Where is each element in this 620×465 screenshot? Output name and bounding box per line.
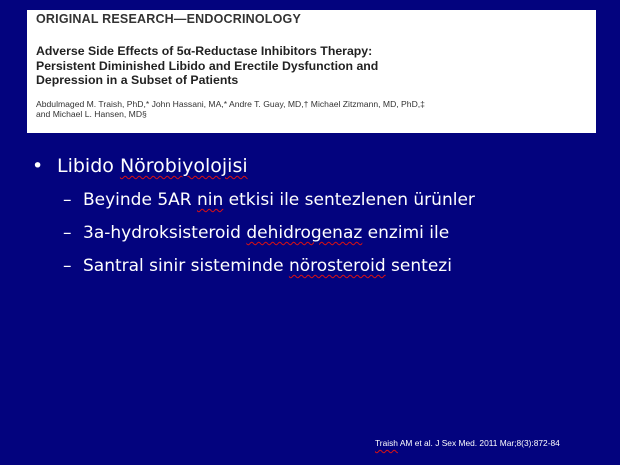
sub-bullet-text-before: Santral sinir sisteminde	[83, 256, 289, 276]
citation-flagged-word: Traish	[375, 438, 398, 448]
citation	[375, 438, 560, 448]
bullet-main-flagged-word: Nörobiyolojisi	[119, 155, 248, 177]
sub-bullet-flagged-word: dehidrogenaz	[246, 223, 363, 243]
bullet-main-prefix: Libido	[57, 155, 120, 177]
bullet-main-text	[57, 153, 248, 179]
sub-bullet-text	[83, 255, 452, 278]
bullet-list	[32, 153, 475, 288]
paper-authors	[36, 99, 588, 120]
sub-bullet-text	[83, 189, 475, 212]
dash-icon: –	[63, 256, 72, 276]
paper-title	[36, 44, 588, 88]
sub-bullet-text	[83, 222, 449, 245]
sub-bullet-item	[63, 255, 475, 278]
paper-title-line: Adverse Side Effects of 5α-Reductase Inhibitors Therapy:	[36, 44, 373, 58]
paper-title-line: Persistent Diminished Libido and Erectile Dysfunction and	[36, 58, 379, 73]
dash-icon: –	[63, 223, 72, 243]
citation-text: AM et al. J Sex Med. 2011 Mar;8(3):872-84	[397, 438, 560, 448]
bullet-main	[32, 153, 475, 179]
sub-bullet-text-after: sentezi	[385, 256, 452, 276]
sub-bullet-text-after: enzimi ile	[362, 223, 450, 243]
sub-bullet-text-before: Beyinde 5AR	[83, 190, 197, 210]
sub-bullet-list	[63, 189, 475, 278]
dash-icon: –	[63, 190, 72, 210]
sub-bullet-item	[63, 189, 475, 212]
paper-title-line: Depression in a Subset of Patients	[36, 73, 239, 87]
paper-authors-line: Abdulmaged M. Traish, PhD,* John Hassani, MA,* Andre T. Guay, MD,† Michael Zitzmann, MD, PhD,‡	[36, 98, 425, 109]
paper-header-image	[27, 10, 596, 133]
journal-section-label: ORIGINAL RESEARCH—ENDOCRINOLOGY	[36, 12, 302, 26]
sub-bullet-flagged-word: nin	[197, 190, 224, 210]
sub-bullet-text-after: etkisi ile sentezlenen ürünler	[223, 190, 475, 210]
bullet-dot-icon: •	[32, 155, 44, 177]
paper-authors-line: and Michael L. Hansen, MD§	[36, 109, 147, 119]
sub-bullet-item	[63, 222, 475, 245]
sub-bullet-text-before: 3a-hydroksisteroid	[83, 223, 247, 243]
sub-bullet-flagged-word: nörosteroid	[288, 256, 386, 276]
